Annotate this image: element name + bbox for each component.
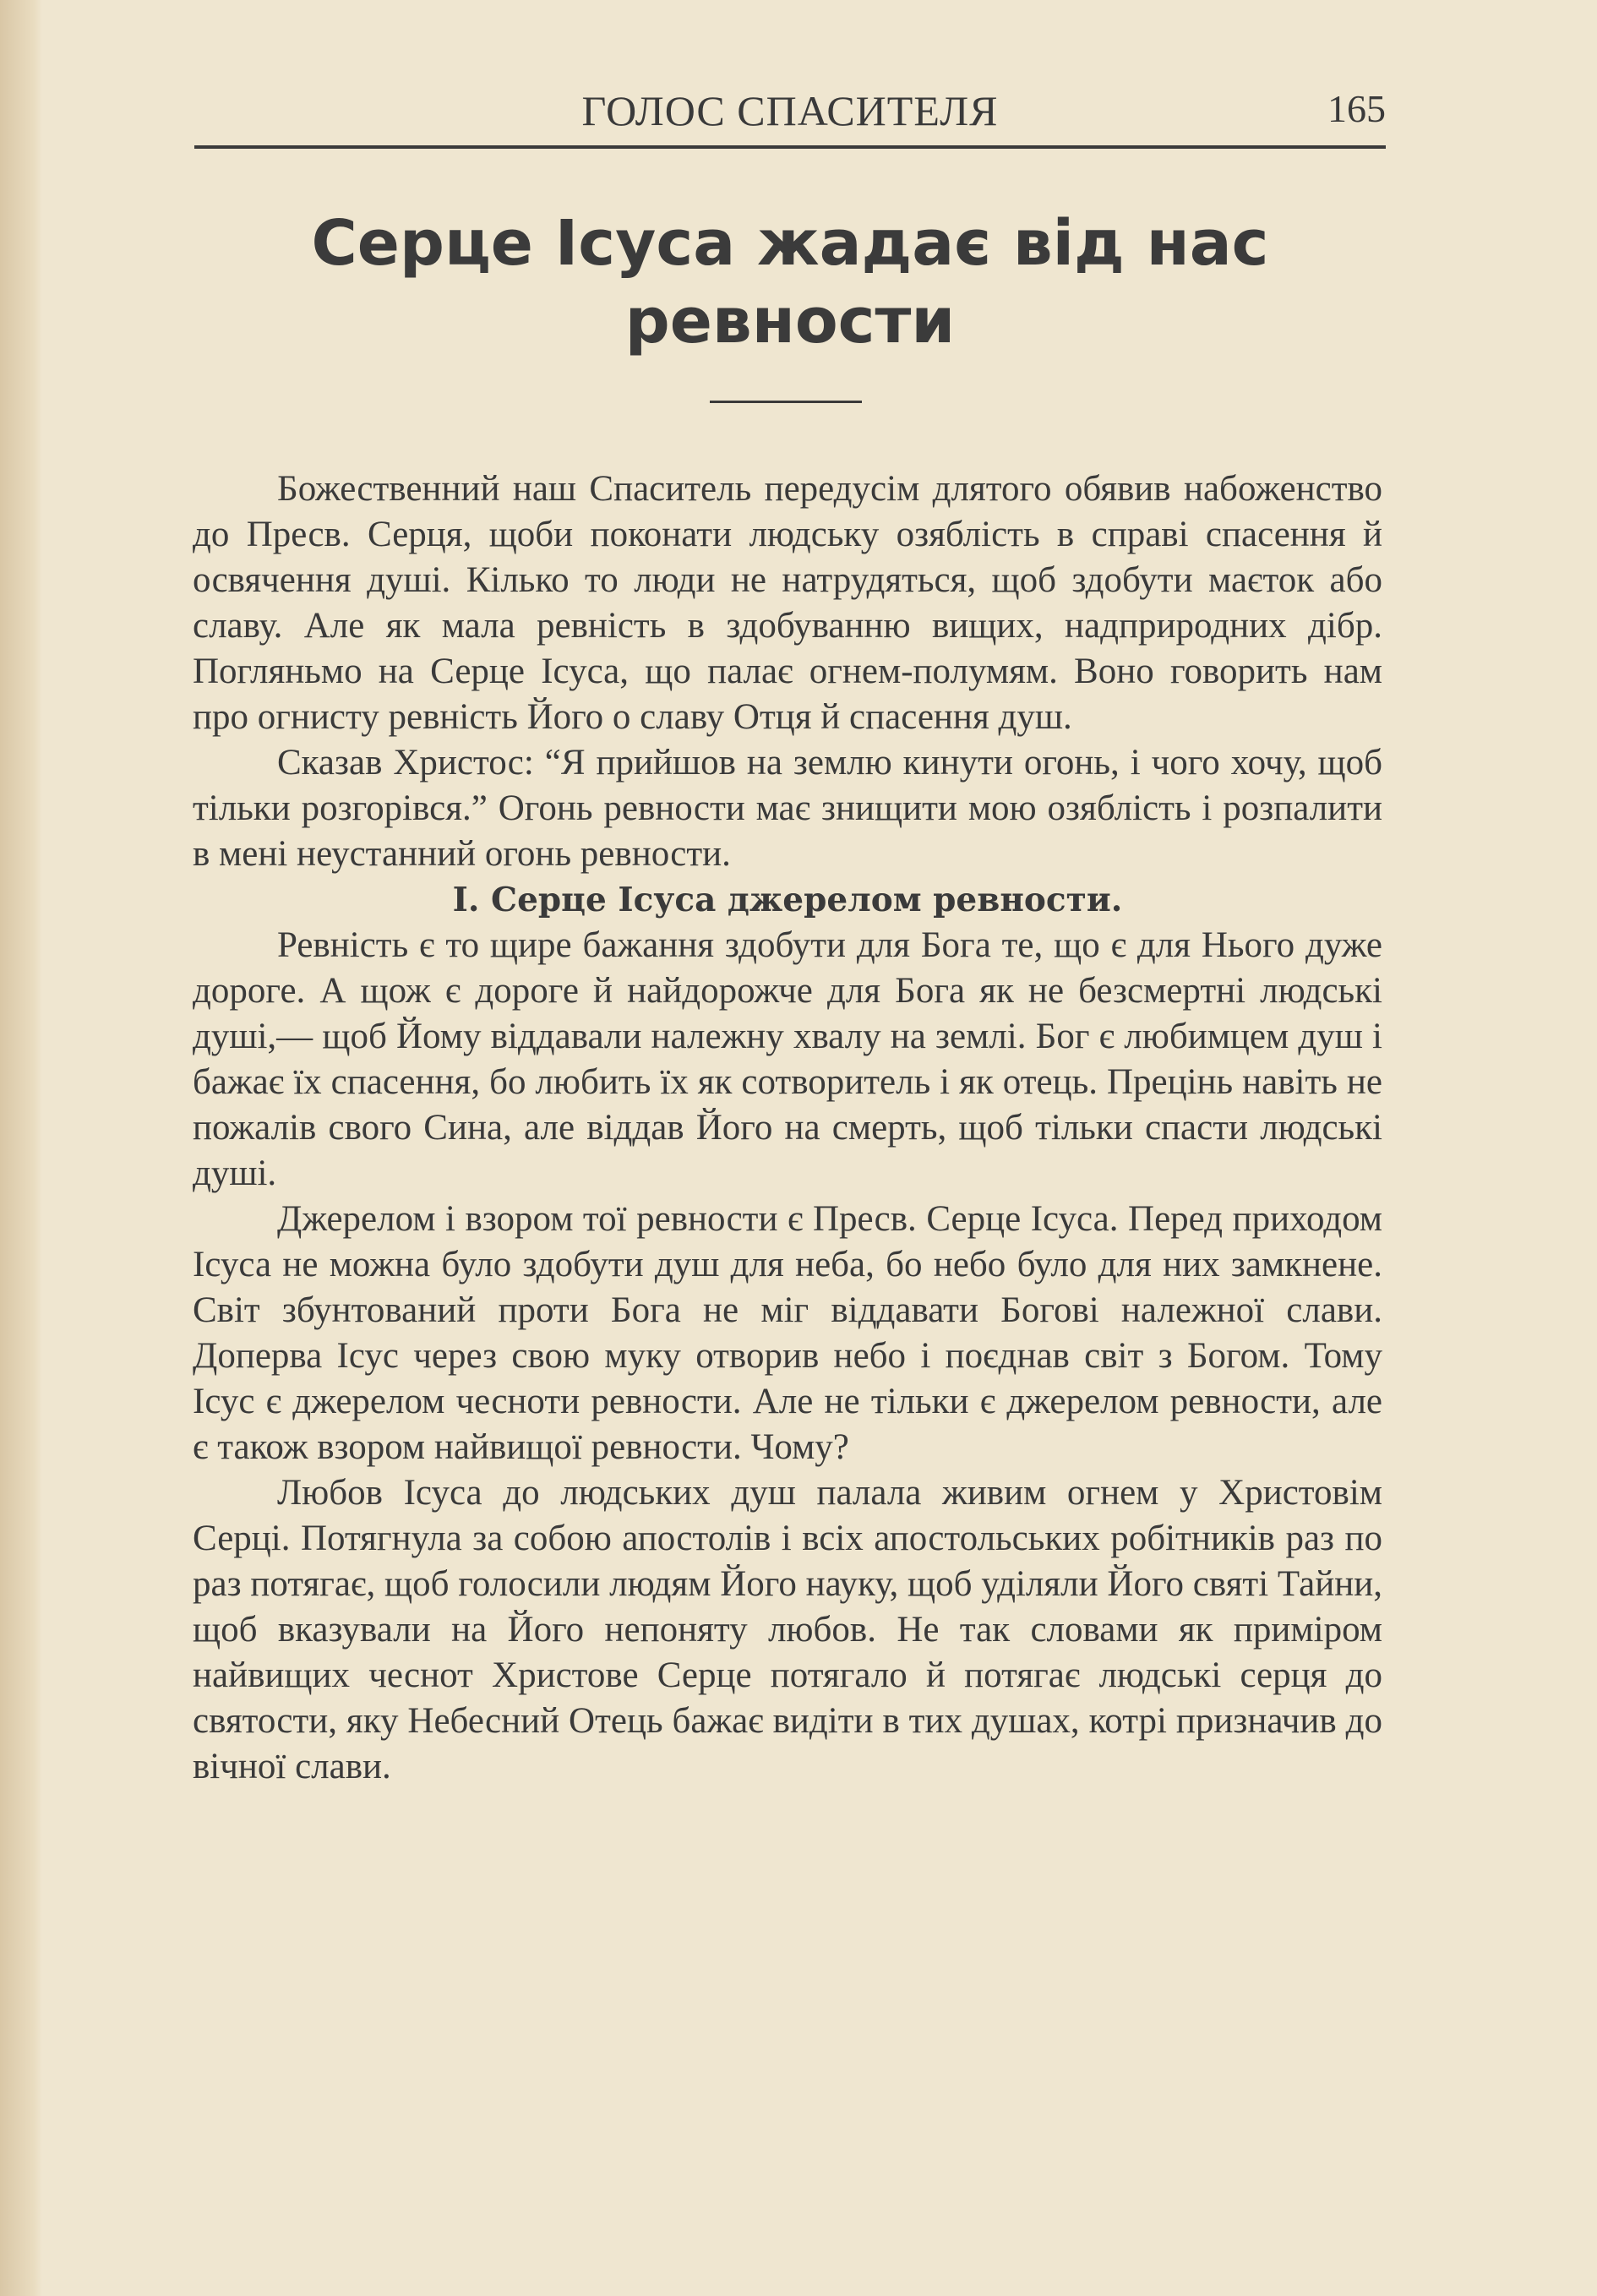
running-title: ГОЛОС СПАСИТЕЛЯ [581,87,999,134]
paragraph: Божественний наш Спаситель передусім длятого обявив набоженство до Пресв. Серця, щоби поконати людську озяблість в справі спасення й освячення душі. Кілько то люди не натрудяться, щоб здобути маєток або славу. Але як мала ревність в здобуванню вищих, надприродних дібр. Погляньмо на Серце Ісуса, що палає огнем-полумям. Воно говорить нам про огнисту ревність Його о славу Отця й спасення душ. [193,469,1382,737]
header-rule [194,145,1386,149]
article-title: Серце Ісуса жадає від нас ревности [311,207,1269,357]
page-number: 165 [1327,87,1386,130]
paragraph: Джерелом і взором тої ревности є Пресв. Серце Ісуса. Перед приходом Ісуса не можна було здобути душ для неба, бо небо було для них замкнене. Світ збунтований проти Бога не міг віддавати Богові належної слави. Доперва Ісус через свою муку отворив небо і поєднав світ з Богом. Тому Ісус є джерелом чесноти ревности. Але не тільки є джерелом ревности, але є також взором найвищої ревности. Чому? [193,1199,1382,1467]
paragraph: Ревність є то щире бажання здобути для Бога те, що є для Нього дуже дороге. А щож є дороге й найдорожче для Бога як не безсмертні людські душі,— щоб Йому віддавали належну хвалу на землі. Бог є любимцем душ і бажає їх спасення, бо любить їх як сотворитель і як отець. Прецінь навіть не пожалів свого Сина, але віддав Його на смерть, щоб тільки спасти людські душі. [193,925,1382,1193]
page-edge-shadow [0,0,42,2296]
paragraph: Любов Ісуса до людських душ палала живим огнем у Христовім Серці. Потягнула за собою апостолів і всіх апостольських робітників раз по раз потягає, щоб голосили людям Його науку, щоб уділяли Його святі Тайни, щоб вказували на Його непоняту любов. Не так словами як приміром найвищих чеснот Христове Серце потягало й потягає людські серця до святости, яку Небесний Отець бажає видіти в тих душах, котрі призначив до вічної слави. [193,1473,1382,1786]
title-divider [710,401,862,403]
page-header [194,86,1386,145]
article-body [193,466,1382,1790]
section-heading: I. Серце Ісуса джерелом ревности. [452,881,1123,919]
paragraph: Сказав Христос: “Я прийшов на землю кинути огонь, і чого хочу, щоб тільки розгорівся.” Огонь ревности має знищити мою озяблість і розпалити в мені неустанний огонь ревности. [193,743,1382,874]
